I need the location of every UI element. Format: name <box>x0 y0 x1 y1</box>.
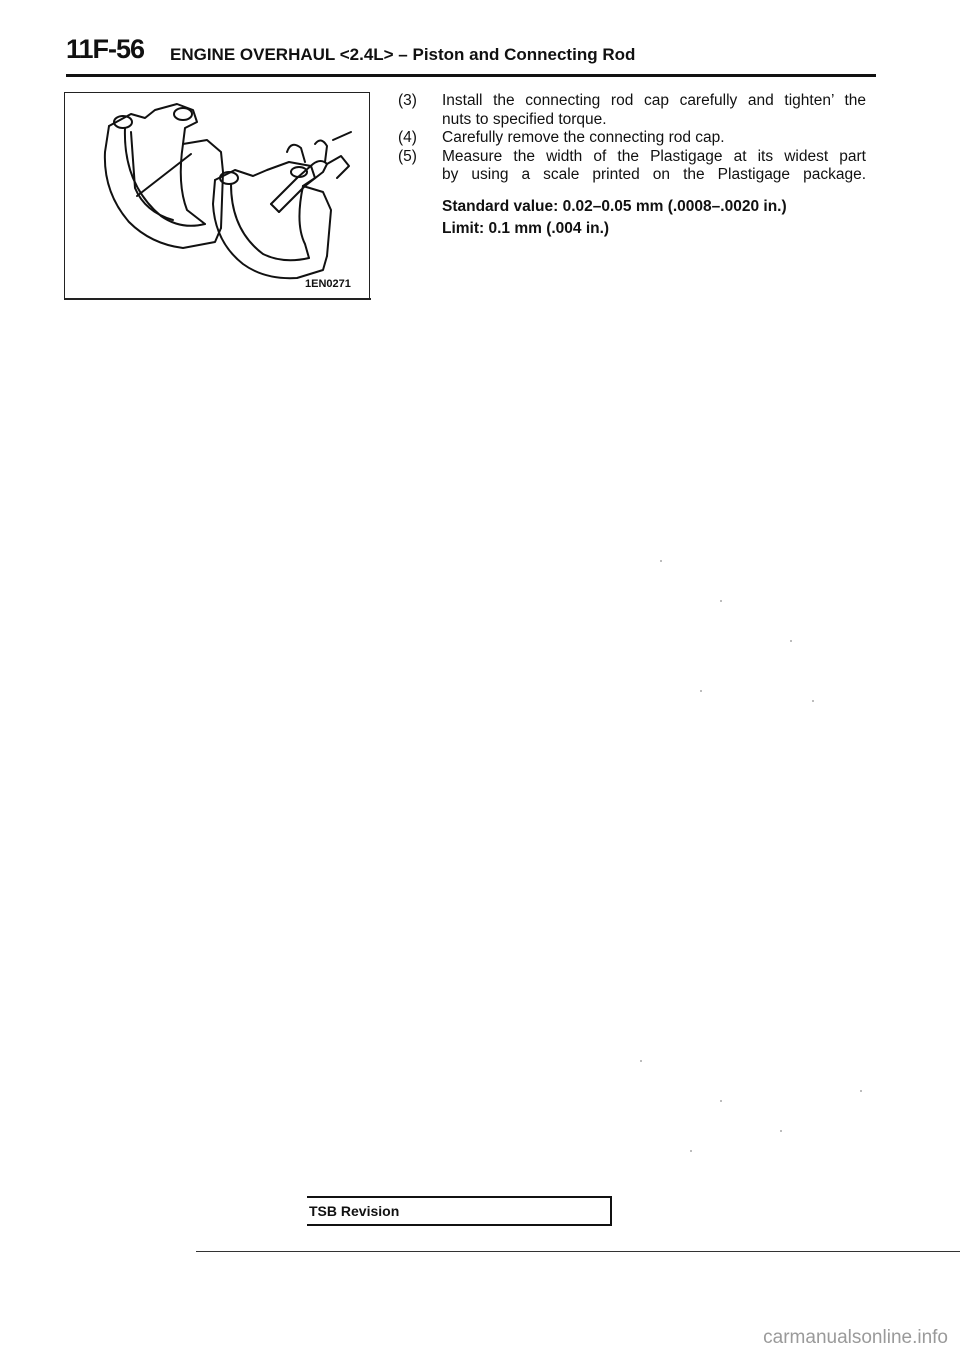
tsb-revision-label: TSB Revision <box>309 1203 400 1219</box>
step-4 <box>398 129 866 148</box>
step-number: (4) <box>398 129 417 146</box>
tsb-revision-box <box>307 1196 612 1226</box>
watermark: carmanualsonline.info <box>763 1327 948 1348</box>
step-number: (5) <box>398 147 417 165</box>
scan-speck <box>812 700 814 702</box>
step-text-line: nuts to specified torque. <box>442 110 607 128</box>
standard-value: Standard value: 0.02–0.05 mm (.0008–.0020 in.) <box>442 198 787 215</box>
figure-id: 1EN0271 <box>305 278 351 290</box>
footer-rule <box>196 1251 960 1252</box>
step-text-line: Install the connecting rod cap carefully and tighten’ the <box>442 92 866 109</box>
bearing-cap-illustration <box>64 92 371 300</box>
scan-speck <box>640 1060 642 1062</box>
scan-speck <box>720 600 722 602</box>
step-text-line: Measure the width of the Plastigage at its widest part <box>442 147 866 165</box>
procedure-steps <box>398 92 866 185</box>
section-title: ENGINE OVERHAUL <2.4L> – Piston and Connecting Rod <box>170 45 636 64</box>
step-text-line: Carefully remove the connecting rod cap. <box>442 129 725 146</box>
step-5 <box>398 148 866 185</box>
page-number: 11F-56 <box>66 34 145 64</box>
scan-speck <box>780 1130 782 1132</box>
bearing-halves-drawing <box>65 92 371 298</box>
page-header <box>66 34 866 78</box>
scan-speck <box>720 1100 722 1102</box>
scan-speck <box>700 690 702 692</box>
limit-value: Limit: 0.1 mm (.004 in.) <box>442 220 610 237</box>
scan-speck <box>690 1150 692 1152</box>
scan-speck <box>660 560 662 562</box>
scan-speck <box>790 640 792 642</box>
specification-block <box>442 196 787 240</box>
step-number: (3) <box>398 92 417 109</box>
step-text-line: by using a scale printed on the Plastigage package. <box>442 166 866 183</box>
header-rule <box>66 74 876 77</box>
scan-speck <box>860 1090 862 1092</box>
step-3 <box>398 92 866 129</box>
